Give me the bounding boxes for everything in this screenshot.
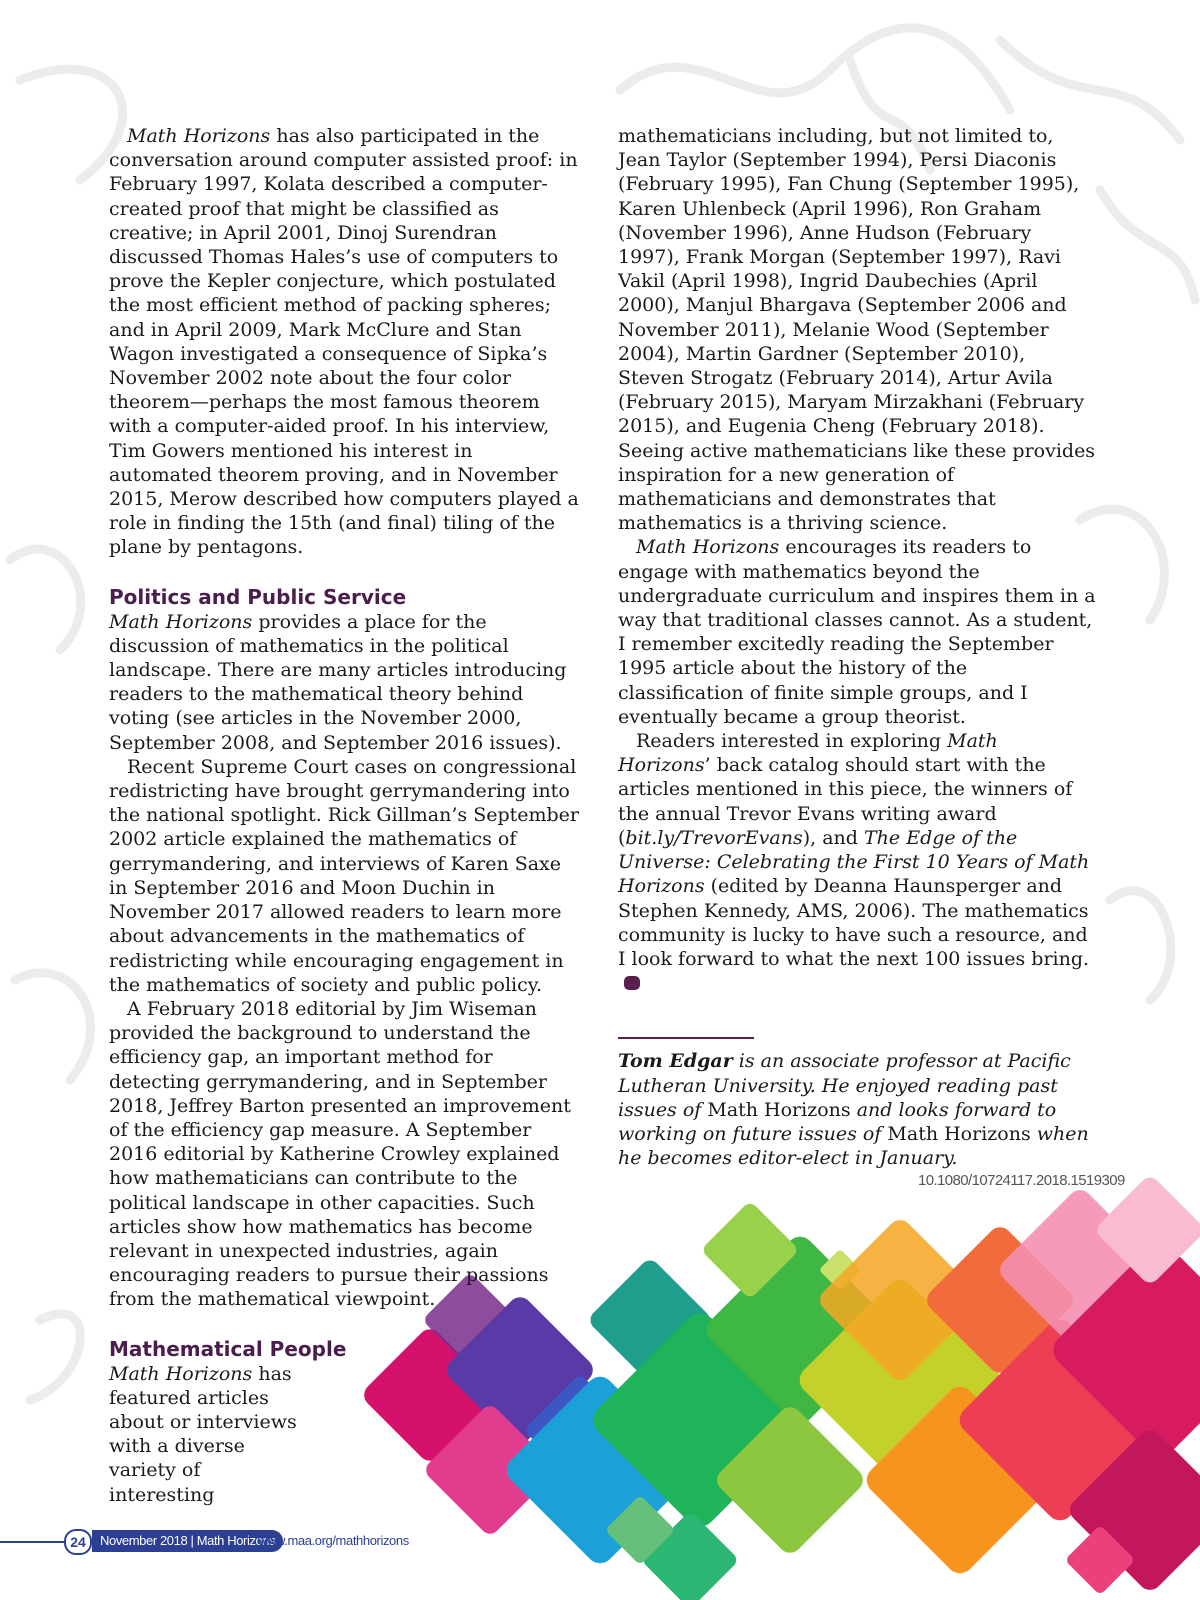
doi-label: 10.1080/10724117.2018.1519309 (918, 1172, 1125, 1189)
end-of-article-mark (624, 976, 640, 990)
paragraph-efficiency-gap: A February 2018 editorial by Jim Wiseman provided the background to understand the efficiency gap, an important method for detecting gerrymandering, and in September 2018, Jeffrey Barton presented an improvement of the efficiency gap measure. A September 2016 editorial by Katherine Crowley explained how mathematicians can contribute to the political landscape in other capacities. Such articles show how mathematics has become relevant in unexpected industries, again encouraging readers to pursue their passions from the mathematical viewpoint. (109, 997, 571, 1311)
magazine-title: Math Horizons (636, 536, 780, 559)
author-bio (618, 1049, 1096, 1170)
website-link[interactable]: www.maa.org/mathhorizons (258, 1533, 409, 1548)
footer-rule (0, 1541, 64, 1543)
bio-text: and looks forward to working on future issues of (618, 1098, 1057, 1145)
magazine-title: Math Horizons (109, 1362, 253, 1385)
paragraph-text: provides a place for the discussion of mathematics in the political landscape. There are many articles introducing readers to the mathematical theory behind voting (see articles in the November 2000, September 2008, and September 2016 issues). (109, 610, 567, 754)
magazine-title: Math Horizons (707, 1098, 851, 1121)
left-column (109, 124, 579, 1507)
paragraph-text: encourages its readers to engage with mathematics beyond the undergraduate curriculum and inspires them in a way that traditional classes cannot. As a student, I remember excitedly reading the September 1995 article about the history of the classification of finite simple groups, and I eventually became a group theorist. (618, 536, 1096, 728)
heading-politics: Politics and Public Service (109, 584, 407, 609)
author-bio-rule (618, 1037, 754, 1039)
paragraph-gerrymandering: Recent Supreme Court cases on congressional redistricting have brought gerrymandering into the national spotlight. Rick Gillman’s September 2002 article explained the mathematics of gerrymandering, and interviews of Karen Saxe in September 2016 and Moon Duchin in November 2017 allowed readers to learn more about advancements in the mathematics of redistricting while encouraging engagement in the mathematics of society and public policy. (109, 755, 580, 996)
trevor-evans-link[interactable]: bit.ly/TrevorEvans (625, 826, 803, 849)
magazine-title: Math Horizons (109, 610, 253, 633)
page-footer (0, 1526, 1200, 1556)
paragraph-encourages (618, 535, 1096, 729)
book-title: The Edge of the Universe: Celebrating the First 10 Years of Math Horizons (618, 826, 1090, 898)
bio-text: is an associate professor at Pacific Lutheran University. He enjoyed reading past issues of (618, 1050, 1071, 1121)
magazine-title: Math Horizons (887, 1122, 1031, 1145)
paragraph-computer-proof (109, 124, 579, 560)
paragraph-people-intro (109, 1362, 309, 1507)
paragraph-text: Readers interested in exploring (636, 730, 948, 753)
paragraph-mathematicians-list: mathematicians including, but not limited to, Jean Taylor (September 1994), Persi Diaconis (February 1995), Fan Chung (September 1995), Karen Uhlenbeck (April 1996), Ron Graham (November 1996), Anne Hudson (February 1997), Frank Morgan (September 1997), Ravi Vakil (April 1998), Ingrid Daubechies (April 2000), Manjul Bhargava (September 2006 and November 2011), Melanie Wood (September 2004), Martin Gardner (September 2010), Steven Strogatz (February 2014), Artur Avila (February 2015), Maryam Mirzakhani (February 2015), and Eugenia Cheng (February 2018). Seeing active mathematicians like these provides inspiration for a new generation of mathematicians and demonstrates that mathematics is a thriving science. (618, 125, 1096, 535)
bio-text: when he becomes editor-elect in January. (618, 1122, 1089, 1170)
paragraph-text: (edited by Deanna Haunsperger and Stephen Kennedy, AMS, 2006). The mathematics community is lucky to have such a resource, and I look forward to what the next 100 issues bring. (618, 875, 1090, 970)
issue-label: November 2018 | Math Horizons (92, 1530, 283, 1552)
right-column (618, 124, 1096, 1170)
magazine-title: Math Horizons (127, 125, 271, 147)
paragraph-politics-intro (109, 610, 579, 755)
author-name: Tom Edgar (618, 1050, 733, 1073)
paragraph-back-catalog (618, 729, 1096, 995)
paragraph-text: ’ back catalog should start with the articles mentioned in this piece, the winners of the annual Trevor Evans writing award ( (618, 754, 1073, 849)
page-number: 24 (64, 1529, 92, 1555)
paragraph-text: has also participated in the conversation around computer assisted proof: in February 1997, Kolata described a computer-created proof that might be classified as creative; in April 2001, Dinoj Surendran discussed Thomas Hales’s use of computers to prove the Kepler conjecture, which postulated the most efficient method of packing spheres; and in April 2009, Mark McClure and Stan Wagon investigated a consequence of Sipka’s November 2002 note about the four color theorem—perhaps the most famous theorem with a computer-aided proof. In his interview, Tim Gowers mentioned his interest in automated theorem proving, and in November 2015, Merow described how computers played a role in finding the 15th (and final) tiling of the plane by pentagons. (109, 125, 579, 559)
heading-people: Mathematical People (109, 1336, 347, 1361)
paragraph-text: has featured articles about or interviews with a diverse variety of interesting (109, 1362, 297, 1506)
paragraph-text: ), and (802, 826, 864, 849)
magazine-title: Math Horizons (618, 730, 998, 777)
